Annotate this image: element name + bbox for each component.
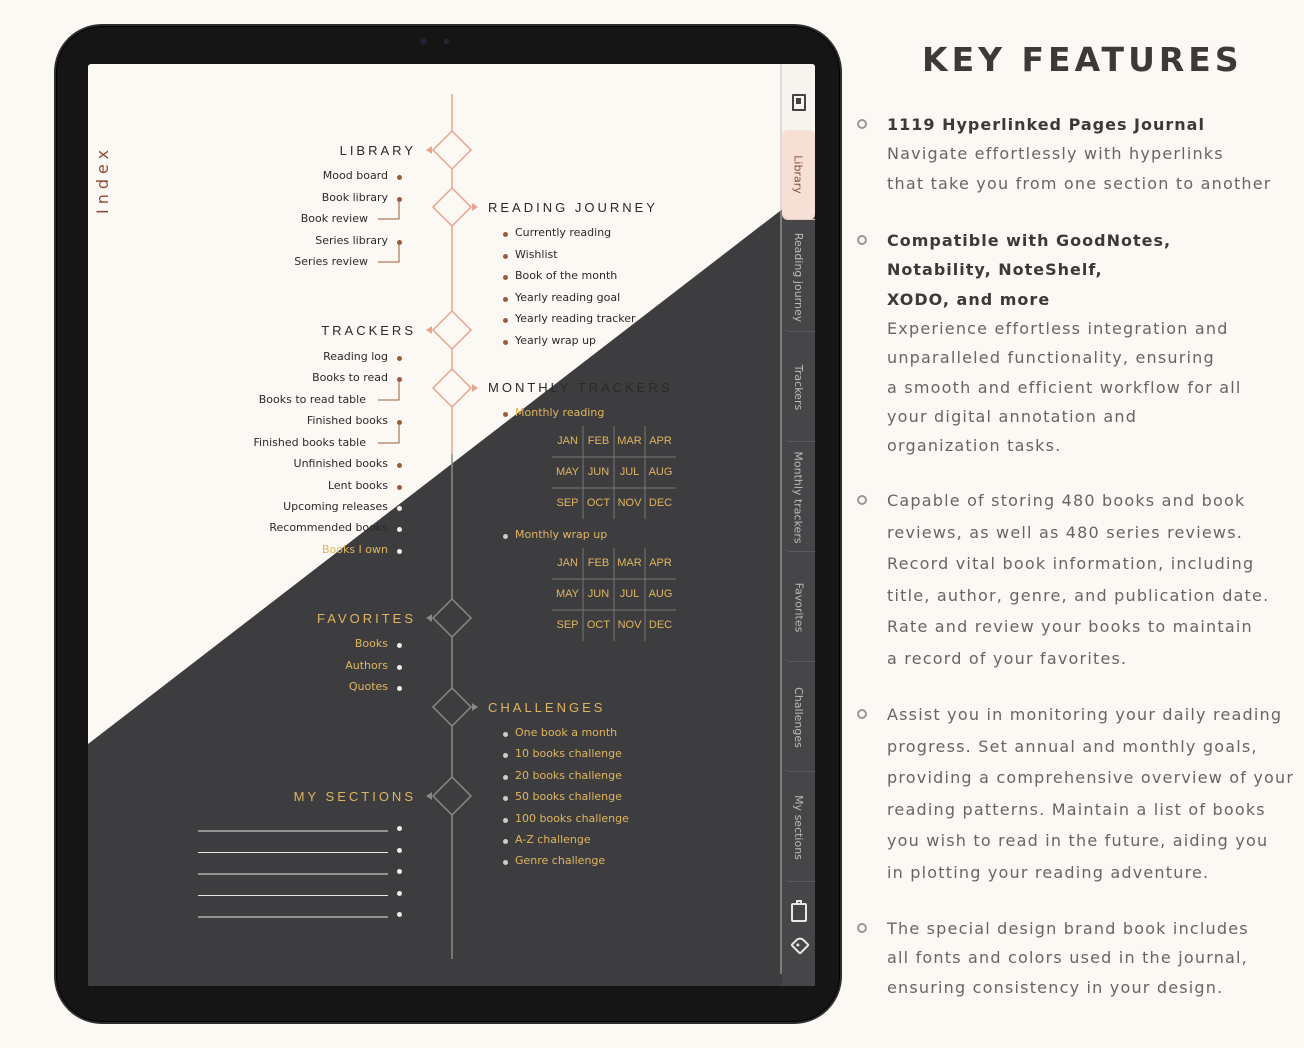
feature-description: a record of your favorites. bbox=[887, 649, 1128, 668]
library-link[interactable]: Series review bbox=[294, 255, 368, 268]
reading-journey-link[interactable]: Wishlist bbox=[515, 247, 558, 261]
bullet-dot bbox=[397, 175, 402, 180]
month-link[interactable]: OCT bbox=[586, 619, 611, 631]
feature-heading: XODO, and more bbox=[887, 289, 1051, 309]
timeline-diamond bbox=[433, 188, 471, 226]
month-link[interactable]: NOV bbox=[617, 497, 642, 509]
trackers-link[interactable]: Unfinished books bbox=[293, 457, 388, 470]
bullet-dot bbox=[397, 240, 402, 245]
tablet-frame bbox=[54, 24, 842, 1024]
feature-description: reading patterns. Maintain a list of books bbox=[887, 799, 1266, 819]
trackers-link[interactable]: Upcoming releases bbox=[283, 500, 388, 513]
feature-description: providing a comprehensive overview of your bbox=[887, 768, 1295, 788]
feature-description: progress. Set annual and monthly goals, bbox=[887, 736, 1258, 756]
feature-heading-line bbox=[887, 255, 1103, 284]
bullet-dot bbox=[503, 732, 508, 737]
month-link[interactable]: JAN bbox=[557, 435, 578, 447]
reading-journey-link[interactable]: Yearly wrap up bbox=[515, 334, 597, 347]
feature-description: title, author, genre, and publication date. bbox=[887, 585, 1270, 605]
bullet-dot bbox=[503, 818, 508, 823]
trackers-link[interactable]: Finished books table bbox=[253, 436, 366, 449]
timeline-diamond bbox=[433, 369, 471, 407]
bullet-dot bbox=[397, 463, 402, 468]
month-link[interactable]: MAY bbox=[555, 588, 580, 600]
month-link[interactable]: JAN bbox=[557, 557, 578, 569]
bullet-dot bbox=[397, 848, 402, 853]
tab-favorites[interactable] bbox=[782, 554, 815, 662]
bullet-dot bbox=[397, 485, 402, 490]
bullet-dot bbox=[397, 356, 402, 361]
bullet-dot bbox=[397, 665, 402, 670]
bullet-dot bbox=[397, 869, 402, 874]
month-link[interactable]: MAR bbox=[617, 557, 642, 569]
feature-description: reviews, as well as 480 series reviews. bbox=[887, 522, 1244, 542]
bullet-dot bbox=[397, 197, 402, 202]
bullet-dot bbox=[503, 775, 508, 780]
month-link[interactable]: AUG bbox=[648, 466, 673, 478]
month-link[interactable]: DEC bbox=[648, 619, 673, 631]
index-label: Index bbox=[93, 144, 112, 214]
feature-description: you wish to read in the future, aiding you bbox=[887, 831, 1269, 851]
feature-heading-line bbox=[887, 110, 1205, 139]
reading-journey-link[interactable]: Yearly reading tracker bbox=[515, 312, 636, 326]
camera-icon bbox=[420, 38, 427, 45]
section-my-sections-title[interactable]: MY SECTIONS bbox=[293, 789, 416, 804]
clipboard-icon[interactable] bbox=[791, 903, 807, 922]
challenge-link[interactable]: One book a month bbox=[515, 726, 618, 739]
bullet-dot bbox=[397, 527, 402, 532]
timeline-pointer bbox=[472, 203, 478, 211]
feature-description: Capable of storing 480 books and book bbox=[887, 491, 1246, 510]
feature-description: your digital annotation and bbox=[887, 406, 1138, 426]
month-link[interactable]: AUG bbox=[648, 588, 673, 600]
tab-label: Library bbox=[792, 155, 805, 194]
bullet-dot bbox=[503, 254, 508, 259]
section-monthly-trackers-title[interactable]: MONTHLY TRACKERS bbox=[488, 380, 673, 395]
feature-description: a smooth and efficient workflow for all bbox=[887, 377, 1242, 397]
feature-bullet-icon bbox=[857, 235, 867, 245]
timeline-pointer bbox=[426, 326, 432, 334]
feature-description: ensuring consistency in your design. bbox=[887, 977, 1224, 997]
month-link[interactable]: APR bbox=[649, 435, 672, 447]
library-link[interactable]: Book review bbox=[300, 212, 368, 225]
reading-journey-link[interactable]: Currently reading bbox=[515, 226, 612, 239]
month-link[interactable]: APR bbox=[649, 557, 672, 569]
trackers-link[interactable]: Finished books bbox=[306, 414, 388, 427]
section-favorites-title[interactable]: FAVORITES bbox=[317, 611, 416, 626]
bullet-dot bbox=[397, 377, 402, 382]
sensor-icon bbox=[444, 39, 449, 44]
tab-label: Trackers bbox=[792, 364, 806, 411]
month-link[interactable]: FEB bbox=[587, 557, 610, 569]
bullet-dot bbox=[503, 534, 508, 539]
trackers-link[interactable]: Reading log bbox=[323, 350, 388, 363]
month-link[interactable]: SEP bbox=[556, 497, 579, 509]
feature-heading-line bbox=[887, 226, 1171, 255]
bullet-dot bbox=[503, 839, 508, 844]
feature-bullet-icon bbox=[857, 119, 867, 129]
tab-monthly-trackers[interactable] bbox=[782, 444, 815, 552]
month-link[interactable]: JUL bbox=[619, 466, 640, 478]
feature-description: Navigate effortlessly with hyperlinks bbox=[887, 144, 1224, 164]
feature-description: organization tasks. bbox=[887, 436, 1062, 456]
trackers-link[interactable]: Recommended books bbox=[269, 521, 388, 534]
library-link[interactable]: Series library bbox=[315, 234, 388, 247]
challenge-link[interactable]: 50 books challenge bbox=[515, 790, 622, 804]
trackers-link[interactable]: Books I own bbox=[321, 543, 388, 556]
month-link[interactable]: MAY bbox=[555, 466, 580, 478]
book-icon[interactable] bbox=[792, 94, 806, 111]
tab-label: Reading journey bbox=[792, 232, 806, 323]
timeline-diamond bbox=[433, 131, 471, 169]
library-link[interactable]: Mood board bbox=[322, 169, 388, 182]
trackers-link[interactable]: Lent books bbox=[327, 479, 388, 492]
bullet-dot bbox=[503, 412, 508, 417]
challenge-link[interactable]: 100 books challenge bbox=[515, 811, 629, 825]
challenge-link[interactable]: 20 books challenge bbox=[515, 768, 622, 782]
tab-library[interactable] bbox=[782, 130, 815, 220]
favorites-link[interactable]: Books bbox=[354, 637, 388, 650]
feature-description: that take you from one section to another bbox=[887, 173, 1272, 193]
challenge-link[interactable]: Genre challenge bbox=[515, 854, 606, 868]
feature-heading-line bbox=[887, 285, 1050, 314]
section-reading-journey-title[interactable]: READING JOURNEY bbox=[488, 200, 658, 215]
bullet-dot bbox=[397, 891, 402, 896]
tab-label: Favorites bbox=[792, 582, 806, 633]
monthly-tracker-link[interactable]: Monthly wrap up bbox=[515, 528, 608, 541]
feature-heading: Notability, NoteShelf, bbox=[887, 260, 1103, 280]
tab-challenges[interactable] bbox=[782, 664, 815, 772]
tab-label: Monthly trackers bbox=[792, 451, 806, 544]
key-features-title: KEY FEATURES bbox=[922, 40, 1243, 79]
month-link[interactable]: MAR bbox=[617, 435, 642, 447]
bullet-dot bbox=[397, 506, 402, 511]
month-link[interactable]: JUN bbox=[587, 466, 610, 478]
journal-index-page bbox=[88, 64, 815, 986]
favorites-link[interactable]: Quotes bbox=[348, 680, 388, 693]
feature-description: unparalleled functionality, ensuring bbox=[887, 348, 1215, 368]
tab-label: My sections bbox=[792, 795, 806, 860]
favorites-link[interactable]: Authors bbox=[345, 658, 388, 672]
bullet-dot bbox=[397, 420, 402, 425]
bullet-dot bbox=[397, 549, 402, 554]
bullet-dot bbox=[503, 232, 508, 237]
feature-bullet-icon bbox=[857, 495, 867, 505]
month-link[interactable]: DEC bbox=[648, 497, 673, 509]
month-link[interactable]: JUL bbox=[619, 588, 640, 600]
feature-bullet-icon bbox=[857, 923, 867, 933]
feature-bullet-icon bbox=[857, 709, 867, 719]
reading-journey-link[interactable]: Book of the month bbox=[515, 269, 618, 283]
month-link[interactable]: OCT bbox=[586, 497, 611, 509]
feature-description: Record vital book information, including bbox=[887, 554, 1255, 574]
reading-journey-link[interactable]: Yearly reading goal bbox=[515, 290, 621, 304]
tab-label: Challenges bbox=[792, 687, 806, 748]
feature-description: in plotting your reading adventure. bbox=[887, 863, 1210, 882]
feature-description: Assist you in monitoring your daily reading bbox=[887, 705, 1283, 724]
timeline-pointer bbox=[426, 146, 432, 154]
library-link[interactable]: Book library bbox=[321, 191, 388, 204]
tab-reading-journey[interactable] bbox=[782, 224, 815, 332]
bullet-dot bbox=[503, 340, 508, 345]
feature-description: Rate and review your books to maintain bbox=[887, 617, 1253, 637]
section-challenges-title[interactable]: CHALLENGES bbox=[488, 700, 606, 715]
month-link[interactable]: JUN bbox=[587, 588, 610, 600]
tab-trackers[interactable] bbox=[782, 334, 815, 442]
feature-heading: Compatible with GoodNotes, bbox=[887, 231, 1172, 250]
month-link[interactable]: SEP bbox=[556, 619, 579, 631]
feature-heading: 1119 Hyperlinked Pages Journal bbox=[887, 115, 1205, 134]
trackers-link[interactable]: Books to read table bbox=[258, 393, 366, 406]
timeline-diamond bbox=[433, 311, 471, 349]
timeline-pointer bbox=[472, 384, 478, 392]
bullet-dot bbox=[397, 912, 402, 917]
challenge-link[interactable]: 10 books challenge bbox=[515, 747, 622, 761]
bullet-dot bbox=[397, 686, 402, 691]
bullet-dot bbox=[503, 297, 508, 302]
feature-description: all fonts and colors used in the journal, bbox=[887, 948, 1248, 968]
page-background bbox=[88, 64, 815, 986]
bullet-dot bbox=[397, 643, 402, 648]
trackers-link[interactable]: Books to read bbox=[312, 371, 388, 384]
feature-description: Experience effortless integration and bbox=[887, 318, 1229, 338]
tab-my-sections[interactable] bbox=[782, 774, 815, 882]
month-link[interactable]: FEB bbox=[587, 435, 610, 447]
section-library-title[interactable]: LIBRARY bbox=[339, 143, 416, 158]
bullet-dot bbox=[397, 826, 402, 831]
feature-description: The special design brand book includes bbox=[887, 919, 1249, 938]
section-trackers-title[interactable]: TRACKERS bbox=[321, 323, 416, 338]
monthly-tracker-link[interactable]: Monthly reading bbox=[515, 406, 605, 419]
month-link[interactable]: NOV bbox=[617, 619, 642, 631]
challenge-link[interactable]: A-Z challenge bbox=[515, 833, 591, 846]
